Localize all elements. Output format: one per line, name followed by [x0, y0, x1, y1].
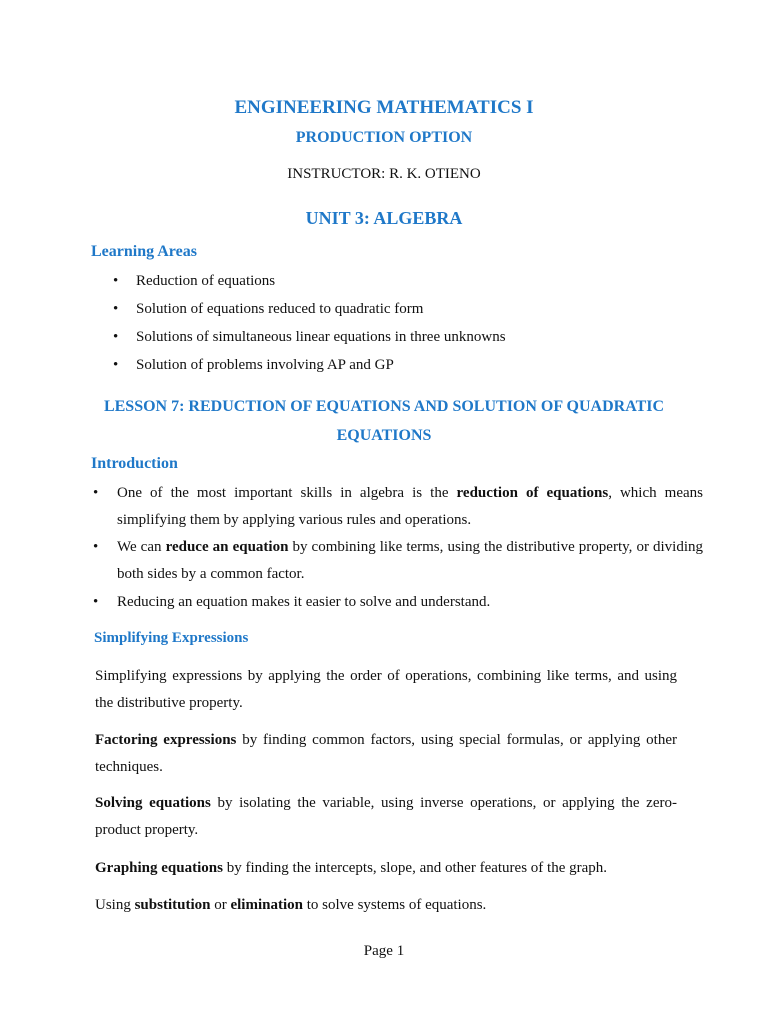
intro-bullet-3: • Reducing an equation makes it easier to solve and understand.: [92, 589, 703, 616]
intro-bullet-2-bold: reduce an equation: [165, 539, 289, 555]
paragraph-3-bold: Solving equations: [95, 795, 211, 811]
paragraph-2-rest: by finding common factors, using special formulas, or applying other techniques.: [95, 732, 677, 775]
paragraph-2-bold: Factoring expressions: [95, 732, 237, 748]
intro-bullet-2-rest: by combining like terms, using the distributive property, or dividing both sides by a common factor.: [117, 539, 703, 582]
unit-heading: UNIT 3: ALGEBRA: [305, 208, 463, 228]
learning-areas-list: [111, 271, 506, 383]
paragraph-4-rest: by finding the intercepts, slope, and other features of the graph.: [222, 860, 608, 876]
simplifying-paragraph-4: [95, 855, 677, 882]
lesson-title-line1: LESSON 7: REDUCTION OF EQUATIONS AND SOLUTION OF QUADRATIC: [103, 398, 665, 415]
introduction-heading: Introduction: [91, 455, 178, 472]
document-subtitle: PRODUCTION OPTION: [295, 129, 473, 146]
intro-bullet-1-bold: reduction of equations: [456, 485, 609, 501]
intro-bullet-1-text: One of the most important skills in algebra is the: [117, 485, 457, 501]
paragraph-4-bold: Graphing equations: [95, 860, 223, 876]
list-item: • Solution of problems involving AP and GP: [111, 355, 506, 383]
list-item: • Solution of equations reduced to quadratic form: [111, 299, 506, 327]
paragraph-5-bold-2: elimination: [230, 897, 303, 913]
document-title: ENGINEERING MATHEMATICS I: [234, 97, 534, 118]
paragraph-3-rest: by isolating the variable, using inverse operations, or applying the zero-product property.: [95, 795, 677, 838]
paragraph-5-post: to solve systems of equations.: [302, 897, 487, 913]
paragraph-5-mid: or: [210, 897, 231, 913]
page-number: Page 1: [363, 943, 405, 959]
intro-bullet-2: [92, 534, 703, 588]
list-item: • Solutions of simultaneous linear equations in three unknowns: [111, 327, 506, 355]
simplifying-paragraph-2: [95, 727, 677, 781]
intro-bullet-1-rest: , which means simplifying them by applying various rules and operations.: [117, 485, 703, 528]
simplifying-paragraph-5: [95, 892, 677, 919]
lesson-title: [0, 392, 768, 450]
learning-areas-heading: Learning Areas: [91, 243, 197, 260]
instructor-line: INSTRUCTOR: R. K. OTIENO: [287, 166, 481, 182]
list-item: • Reduction of equations: [111, 271, 506, 299]
simplifying-paragraph-1: Simplifying expressions by applying the order of operations, combining like terms, and using the distributive property.: [95, 668, 677, 711]
lesson-title-line2: EQUATIONS: [336, 427, 432, 444]
intro-bullet-1: [92, 480, 703, 534]
paragraph-5-bold-1: substitution: [134, 897, 211, 913]
paragraph-5-pre: Using: [95, 897, 135, 913]
simplifying-paragraph-3: [95, 790, 677, 844]
simplifying-heading: Simplifying Expressions: [94, 630, 249, 646]
intro-bullet-2-text: We can: [117, 539, 166, 555]
